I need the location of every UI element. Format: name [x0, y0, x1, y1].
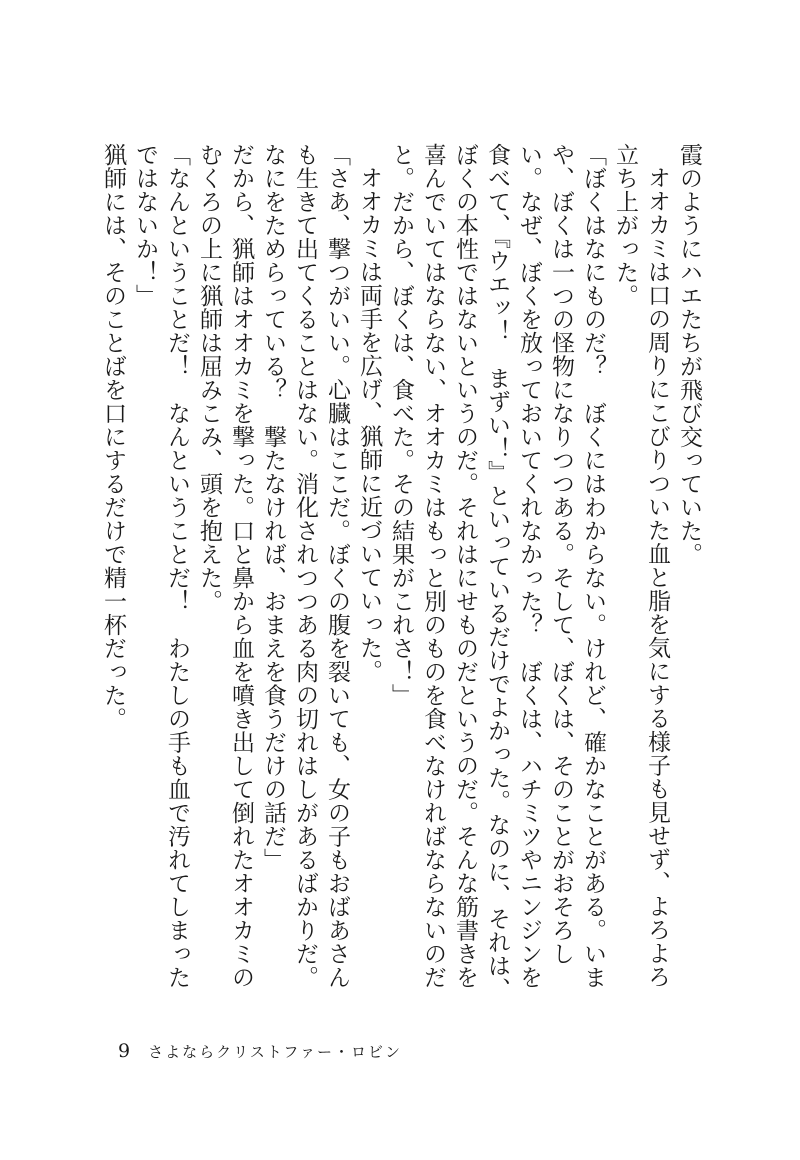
paragraph: オオカミは口の周りにこびりついた血と脂を気にする様子も見せず、よろよろ立ち上がった。	[612, 143, 670, 989]
page-footer	[118, 1040, 402, 1066]
paragraph: オオカミは両手を広げ、猟師に近づいていった。	[356, 166, 382, 683]
paragraph: 「なんということだ！ なんということだ！ わたしの手も血で汚れてしまったではないか！」	[132, 143, 190, 989]
paragraph: 「さあ、撃つがいい。心臓はここだ。ぼくの腹を裂いても、女の子もおばあさんも生きて出てくることはない。消化されつつある肉の切れはしがあるばかりだ。なにをためらっている？ 撃たなければ、おまえを食うだけの話だ」	[260, 143, 350, 989]
vertical-text-block	[100, 143, 705, 1003]
running-title: さよならクリストファー・ロビン	[148, 1043, 403, 1061]
page-number: 9	[118, 1040, 131, 1062]
paragraph: 霞のようにハエたちが飛び交っていた。	[676, 143, 702, 566]
paragraph: 猟師には、そのことばを口にするだけで精一杯だった。	[100, 143, 126, 731]
paragraph: 「ぼくはなにものだ？ ぼくにはわからない。けれど、確かなことがある。いまや、ぼくは一つの怪物になりつつある。そして、ぼくは、そのことがおそろしい。なぜ、ぼくを放っておいてくれなかった？ ぼくは、ハチミツやニンジンを食べて、『ウエッ！ まずい！』といっているだけでよかった。なのに、それは、ぼくの本性ではないというのだ。それはにせものだというのだ。そんな筋書きを喜んでいてはならない、オオカミはもっと別のものを食べなければならないのだと。だから、ぼくは、食べた。その結果がこれさ！」	[388, 143, 606, 1001]
paragraph: だから、猟師はオオカミを撃った。口と鼻から血を噴き出して倒れたオオカミのむくろの上に猟師は屈みこみ、頭を抱えた。	[196, 143, 254, 989]
